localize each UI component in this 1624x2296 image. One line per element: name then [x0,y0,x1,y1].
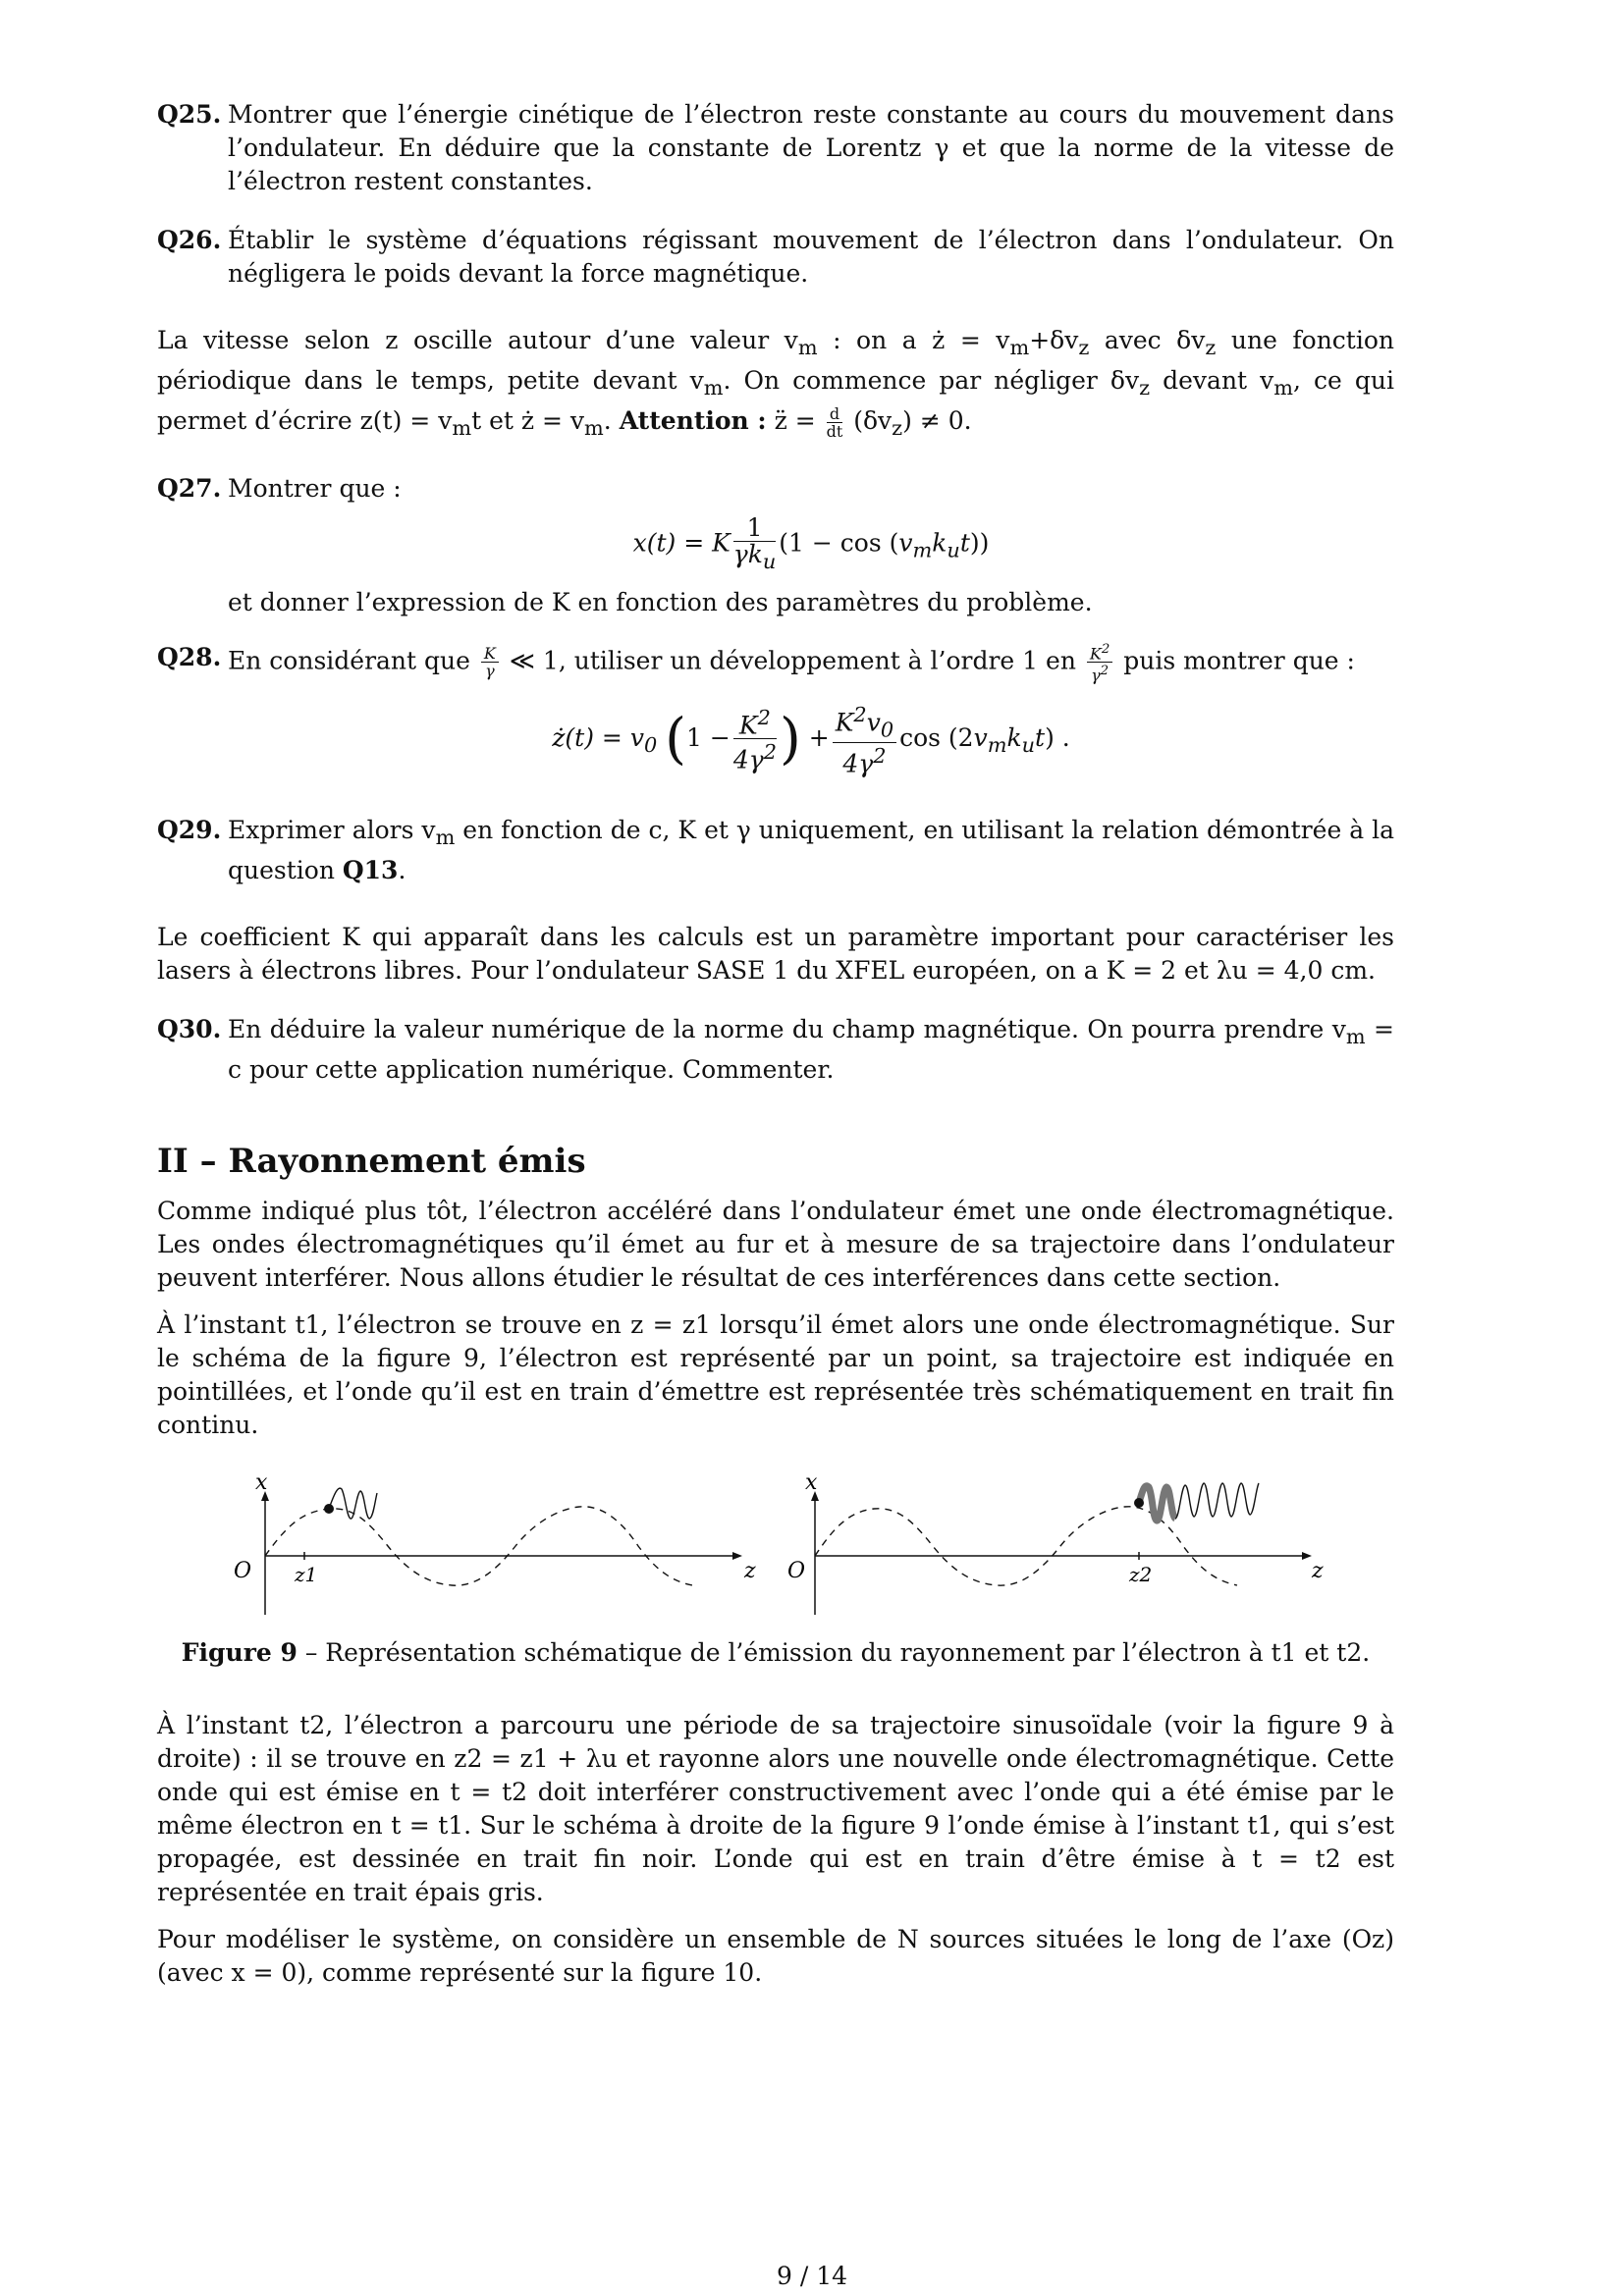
electron-right [1134,1498,1144,1508]
paragraph-vitesse: La vitesse selon z oscille autour d’une valeur $v_m$ : on a ż = $v_m+\delta v_z$ avec $\delta v_z$ une fonction périodique dans le temps, petite devant $v_m$. On commence par négliger $\delta v_z$ devant $v_m$, ce qui permet d’écrire $z(t) = v_mt$ et ż = $v_m$. Attention : z̈ = $\frac{d}{dt}$ $(\delta v_z) \ne 0$. [157,326,1394,441]
figure-caption-label: Figure 9 [181,1638,298,1668]
z-arrow-right [1302,1552,1312,1560]
question-30: Q30. En déduire la valeur numérique de la norme du champ magnétique. On pourra prendre $v_m = c$ pour cette application numérique. Commenter. [157,1013,1394,1087]
question-text: Établir le système d’équations régissant mouvement de l’électron dans l’ondulateur. On négligera le poids devant la force magnétique. [228,226,1394,288]
page-number: 9 / 14 [776,2262,848,2290]
figure-9 [157,1468,1394,1615]
question-29: Q29. Exprimer alors $v_m$ en fonction de c, K et γ uniquement, en utilisant la relation démontrée à la question Q13. [157,814,1394,887]
z1-label: z1 [295,1563,318,1587]
figure-left-panel [234,1470,756,1615]
question-after: et donner l’expression de K en fonction des paramètres du problème. [228,588,1093,616]
question-label: Q27. [157,474,222,503]
trajectory-left [265,1507,692,1585]
x-label-left: x [255,1470,268,1496]
page-content [157,98,1394,2003]
figure-right-panel [787,1470,1324,1615]
o-label-left: O [234,1559,252,1584]
equation-x: x(t) = K $\frac{1}{\gamma k_u}$ $(1 - \cos (v_mk_ut))$ [632,513,990,573]
question-27 [157,472,1394,619]
z2-label: z2 [1129,1563,1153,1587]
question-25 [157,98,1394,198]
question-label: Q26. [157,226,222,254]
figure-caption-text: – Représentation schématique de l’émission du rayonnement par l’électron à t1 et t2. [297,1638,1371,1668]
wave-emitted-t2 [1139,1486,1175,1521]
question-28: Q28. En considérant que $\frac{K}{\gamma}$ ≪ 1, utiliser un développement à l’ordre 1 en $\frac{K^2}{\gamma^2}$ puis montrer que : ż(t) = $v_0$ (1 − $\frac{K^2}{4\gamma^2}$ ) + $\frac{K^2v_0}{4\gamma^2}$ $\cos (2v_mk_ut)$ . [157,641,1394,788]
question-intro: Montrer que : [228,474,402,503]
z-arrow-left [732,1552,742,1560]
attention-label: Attention : [619,406,767,435]
question-26 [157,224,1394,291]
section-title: II – Rayonnement émis [157,1142,586,1182]
wave-left [329,1488,377,1519]
question-label: Q30. [157,1015,222,1044]
paragraph-K: Le coefficient K qui apparaît dans les calculs est un paramètre important pour caractériser les lasers à électrons libres. Pour l’ondulateur SASE 1 du XFEL européen, on a K = 2 et λu = 4,0 cm. [157,923,1394,986]
z-label-left: z [744,1559,756,1584]
question-label: Q29. [157,816,222,845]
paragraph-sources: Pour modéliser le système, on considère un ensemble de N sources situées le long de l’axe (Oz) (avec x = 0), comme représenté sur la figure 10. [157,1925,1394,1988]
paragraph-t1: À l’instant t1, l’électron se trouve en z = z1 lorsqu’il émet alors une onde électromagnétique. Sur le schéma de la figure 9, l’électron est représenté par un point, sa trajectoire est indiquée en pointillées, et l’onde qu’il est en train d’émettre est représentée très schématiquement en trait fin continu. [157,1310,1394,1440]
paragraph-intro: Comme indiqué plus tôt, l’électron accéléré dans l’ondulateur émet une onde électromagnétique. Les ondes électromagnétiques qu’il émet au fur et à mesure de sa trajectoire dans l’ondulateur peuvent interférer. Nous allons étudier le résultat de ces interférences dans cette section. [157,1197,1394,1293]
question-label: Q25. [157,100,222,129]
x-label-right: x [805,1470,818,1496]
question-label: Q28. [157,643,222,671]
equation-zdot: ż(t) = $v_0$ (1 − $\frac{K^2}{4\gamma^2}$ ) + $\frac{K^2v_0}{4\gamma^2}$ $\cos (2v_mk_ut)$ . [552,702,1070,778]
question-ref: Q13 [342,856,399,885]
o-label-right: O [787,1559,806,1584]
figure-caption [157,1636,1394,1670]
paragraph-t2: À l’instant t2, l’électron a parcouru une période de sa trajectoire sinusoïdale (voir la figure 9 à droite) : il se trouve en z2 = z1 + λu et rayonne alors une nouvelle onde électromagnétique. Cette onde qui est émise en t = t2 doit interférer constructivement avec l’onde qui a été émise par le même électron en t = t1. Sur le schéma à droite de la figure 9 l’onde émise à l’instant t1, qui s’est propagée, est dessinée en trait fin noir. L’onde qui est en train d’être émise à t = t2 est représentée en trait épais gris. [157,1711,1394,1907]
figure-9-drawing [157,1468,1394,1615]
question-text: Montrer que l’énergie cinétique de l’électron reste constante au cours du mouvement dans l’ondulateur. En déduire que la constante de Lorentz γ et que la norme de la vitesse de l’électron restent constantes. [228,100,1394,195]
wave-propagated-t1 [1175,1483,1259,1519]
z-label-right: z [1312,1559,1324,1584]
